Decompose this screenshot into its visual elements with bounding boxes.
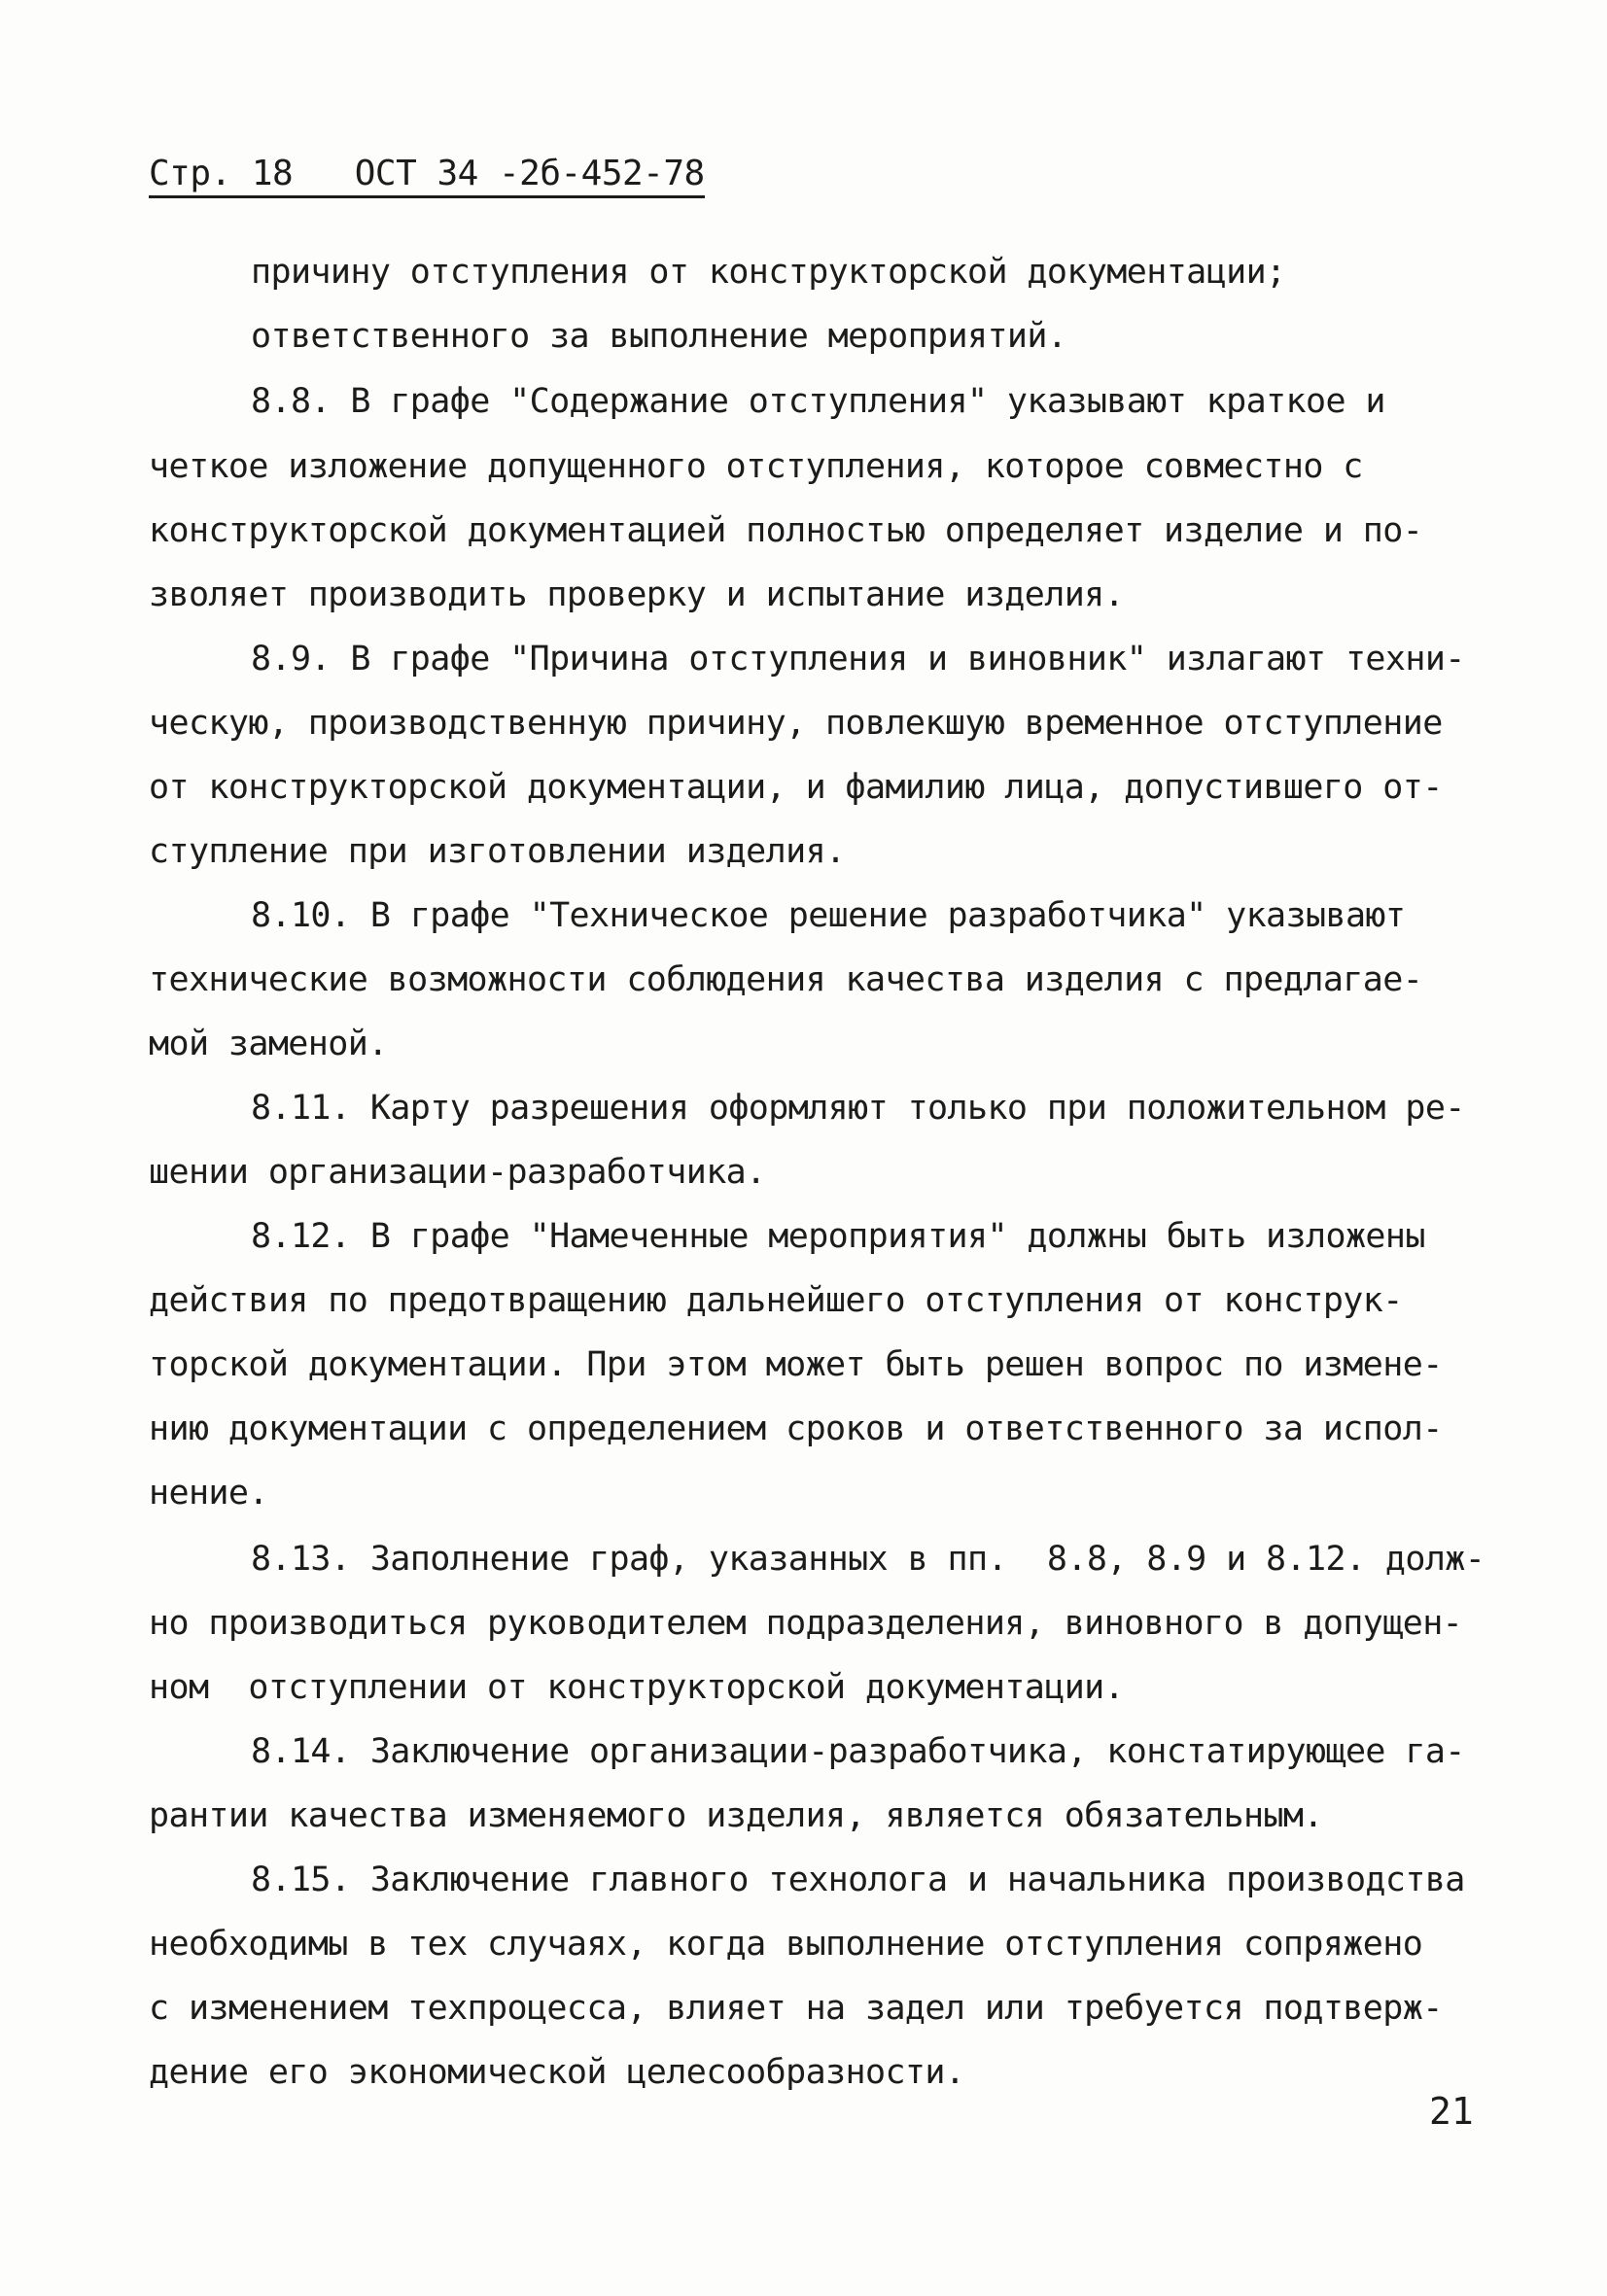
text-line: но производиться руководителем подразделения, виновного в допущен- xyxy=(149,1604,1463,1643)
page-header xyxy=(149,154,705,198)
text-line: нение. xyxy=(149,1474,268,1513)
text-line: ответственного за выполнение мероприятий. xyxy=(251,317,1067,356)
text-line: ческую, производственную причину, повлекшую временное отступление xyxy=(149,704,1443,743)
paragraph-8-15: 8.15. Заключение главного технолога и начальника производства xyxy=(251,1861,1465,1899)
text-line: от конструкторской документации, и фамилию лица, допустившего от- xyxy=(149,768,1443,807)
text-line: торской документации. При этом может быть решен вопрос по измене- xyxy=(149,1345,1443,1384)
text-line: нию документации с определением сроков и ответственного за испол- xyxy=(149,1409,1443,1448)
text-line: мой заменой. xyxy=(149,1025,388,1063)
paragraph-8-11: 8.11. Карту разрешения оформляют только при положительном ре- xyxy=(251,1089,1465,1128)
text-line: рантии качества изменяемого изделия, является обязательным. xyxy=(149,1796,1323,1835)
page-number: 21 xyxy=(1429,2090,1474,2133)
text-line: шении организации-разработчика. xyxy=(149,1153,766,1192)
text-line: действия по предотвращению дальнейшего отступления от конструк- xyxy=(149,1281,1403,1320)
page-label: Стр. 18 xyxy=(149,154,294,193)
text-line: четкое изложение допущенного отступления, которое совместно с xyxy=(149,447,1363,486)
text-line: дение его экономической целесообразности. xyxy=(149,2053,965,2092)
text-line: причину отступления от конструкторской документации; xyxy=(251,253,1286,292)
text-line: конструкторской документацией полностью определяет изделие и по- xyxy=(149,511,1423,550)
text-line: необходимы в тех случаях, когда выполнение отступления сопряжено xyxy=(149,1925,1423,1964)
paragraph-8-12: 8.12. В графе "Намеченные мероприятия" должны быть изложены xyxy=(251,1217,1425,1256)
paragraph-8-9: 8.9. В графе "Причина отступления и виновник" излагают техни- xyxy=(251,640,1465,678)
paragraph-8-10: 8.10. В графе "Техническое решение разработчика" указывают xyxy=(251,896,1406,935)
standard-code: ОСТ 34 -2б-452-78 xyxy=(354,154,705,193)
text-line: с изменением техпроцесса, влияет на задел или требуется подтверж- xyxy=(149,1989,1443,2028)
text-line: ступление при изготовлении изделия. xyxy=(149,832,846,871)
text-line: зволяет производить проверку и испытание изделия. xyxy=(149,575,1125,614)
paragraph-8-14: 8.14. Заключение организации-разработчика, констатирующее га- xyxy=(251,1732,1465,1771)
paragraph-8-13: 8.13. Заполнение граф, указанных в пп. 8.8, 8.9 и 8.12. долж- xyxy=(251,1540,1485,1579)
paragraph-8-8: 8.8. В графе "Содержание отступления" указывают краткое и xyxy=(251,382,1385,421)
text-line: ном отступлении от конструкторской документации. xyxy=(149,1668,1125,1707)
text-line: технические возможности соблюдения качества изделия с предлагае- xyxy=(149,960,1423,999)
